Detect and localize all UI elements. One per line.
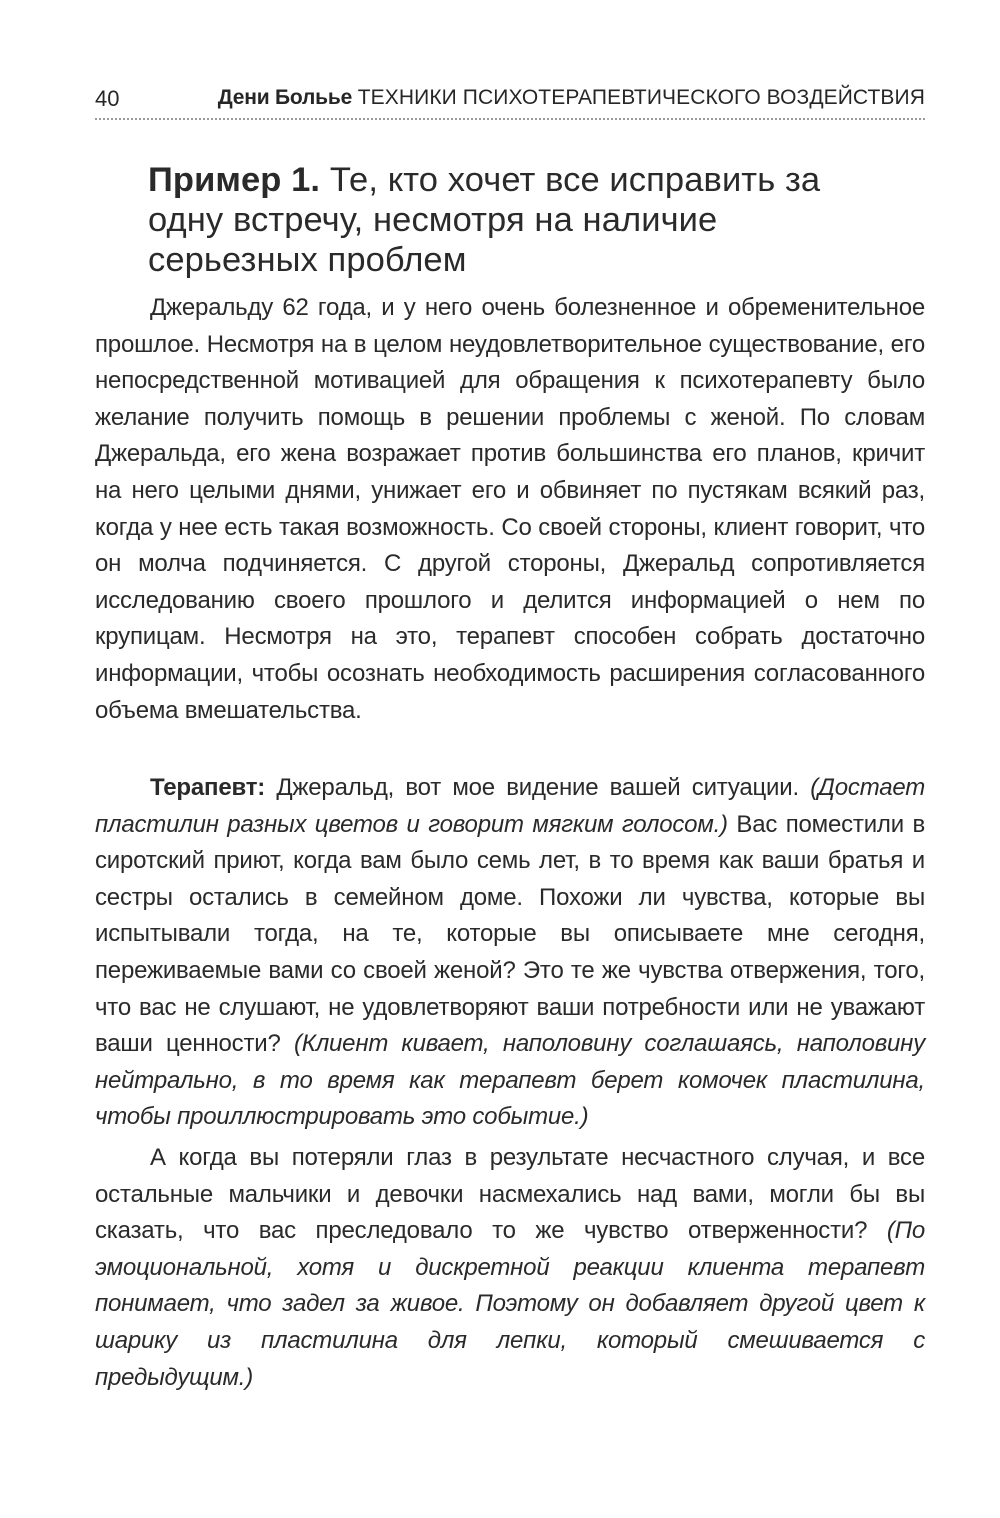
example-label: Пример 1. <box>148 161 321 199</box>
author-name: Дени Больье <box>217 86 353 109</box>
page-number: 40 <box>95 86 120 111</box>
dialogue-paragraph-1 <box>95 770 925 1136</box>
section-title <box>148 160 868 280</box>
therapist-line: Джеральд, вот мое видение вашей ситуации. <box>276 774 799 801</box>
case-description: Джеральду 62 года, и у него очень болезненное и обременительное прошлое. Несмотря на в целом неудовлетворительное существование, его непосредственной мотивацией для обращения к психотерапевту было желание получить помощь в решении проблемы с женой. По словам Джеральда, его жена возражает против большинства его планов, кричит на него целыми днями, унижает его и обвиняет по пустякам всякий раз, когда у нее есть такая возможность. Со своей стороны, клиент говорит, что он молча подчиняется. С другой стороны, Джеральд сопротивляется исследованию своего прошлого и делится информацией о нем по крупицам. Несмотря на это, терапевт способен собрать достаточно информации, чтобы осознать необходимость расширения согласованного объема вмешательства. <box>95 294 925 724</box>
header-divider <box>95 118 925 120</box>
stage-remark: (Достает пластилин разных цветов и говорит мягким голосом.) <box>95 774 926 838</box>
running-title <box>218 86 925 110</box>
dialogue-paragraph-2 <box>95 1140 925 1396</box>
therapist-line: А когда вы потеряли глаз в результате несчастного случая, и все остальные мальчики и девочки насмехались над вами, могли бы вы сказать, что вас преследовало то же чувство отверженности? <box>95 1144 925 1245</box>
speaker-label: Терапевт: <box>150 774 266 801</box>
stage-remark: (Клиент кивает, наполовину соглашаясь, наполовину нейтрально, в то время как терапевт берет комочек пластилина, чтобы проиллюстрировать это событие.) <box>95 1030 925 1131</box>
running-head <box>95 86 925 116</box>
example-title: Те, кто хочет все исправить за одну встречу, несмотря на наличие серьезных проблем <box>148 161 821 279</box>
book-title: ТЕХНИКИ ПСИХОТЕРАПЕВТИЧЕСКОГО ВОЗДЕЙСТВИЯ <box>357 86 925 109</box>
therapist-line: Вас поместили в сиротский приют, когда вам было семь лет, в то время как ваши братья и сестры остались в семейном доме. Похожи ли чувства, которые вы испытывали тогда, на те, которые вы описываете мне сегодня, переживаемые вами со своей женой? Это те же чувства отвержения, того, что вас не слушают, не удовлетворяют ваши потребности или не уважают ваши ценности? <box>95 810 926 1058</box>
stage-remark: (По эмоциональной, хотя и дискретной реакции клиента терапевт понимает, что задел за живое. Поэтому он добавляет другой цвет к шарику из пластилина для лепки, который смешивается с предыдущим.) <box>95 1217 925 1391</box>
